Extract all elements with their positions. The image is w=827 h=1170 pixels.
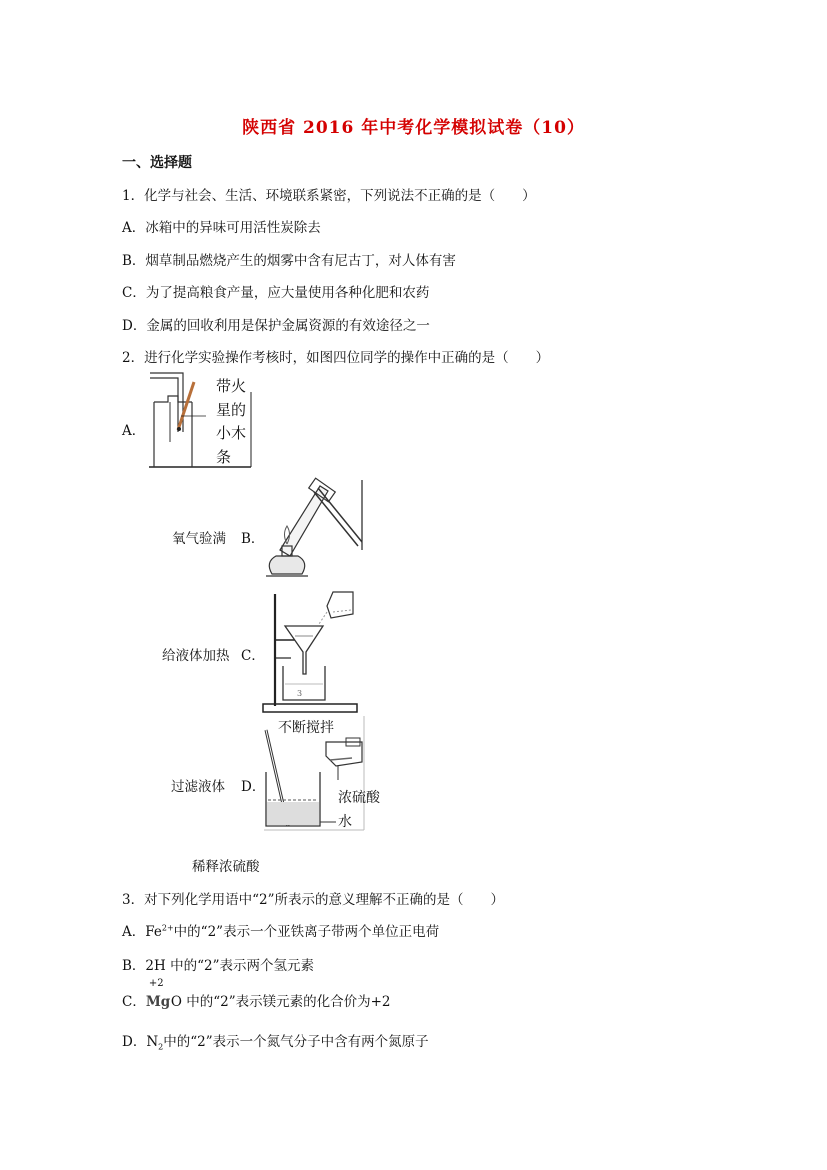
q3-option-a — [122, 920, 439, 940]
fig-d-label-stir: 不断搅拌 — [278, 720, 334, 736]
dilution-figure — [262, 716, 380, 832]
q3-d-text: 中的“2”表示一个氮气分子中含有两个氮原子 — [163, 1034, 429, 1050]
mgo-formula — [145, 978, 171, 1010]
q1-stem: 1．化学与社会、生活、环境联系紧密，下列说法不正确的是（ ） — [122, 188, 536, 204]
q3-stem: 3．对下列化学用语中“2”所表示的意义理解不正确的是（ ） — [122, 892, 504, 908]
q2-caption-a: 氧气验满 — [172, 531, 226, 547]
svg-text:3: 3 — [297, 689, 303, 698]
q3-d-prefix: D．N — [122, 1034, 159, 1050]
page-title: 陕西省 2016 年中考化学模拟试卷（10） — [242, 118, 585, 138]
q2-option-c-letter: C． — [241, 648, 265, 664]
q1-option-d: D．金属的回收利用是保护金属资源的有效途径之一 — [122, 318, 430, 334]
q1-option-c: C．为了提高粮食产量，应大量使用各种化肥和农药 — [122, 285, 430, 301]
q2-option-b-letter: B． — [241, 531, 265, 547]
fig-d-label-acid: 浓硫酸 — [338, 790, 380, 806]
q1-option-a: A．冰箱中的异味可用活性炭除去 — [122, 220, 321, 236]
mg-symbol: Mg — [145, 994, 171, 1010]
q1-option-b: B．烟草制品燃烧产生的烟雾中含有尼古丁，对人体有害 — [122, 253, 456, 269]
liquid-heating-figure — [262, 478, 364, 580]
q2-caption-c: 过滤液体 — [171, 779, 225, 795]
q3-a-text: 中的“2”表示一个亚铁离子带两个单位正电荷 — [173, 924, 440, 940]
q3-c-text: O 中的“2”表示镁元素的化合价为+2 — [170, 994, 391, 1010]
q2-option-d-letter: D． — [241, 779, 266, 795]
q3-a-charge: 2+ — [161, 923, 174, 933]
mg-valence: +2 — [148, 978, 164, 989]
fig-a-label-2: 星的 — [216, 401, 247, 419]
section-heading: 一、选择题 — [122, 155, 192, 171]
q2-option-a-letter: A． — [122, 423, 146, 439]
q3-option-b: B．2H 中的“2”表示两个氢元素 — [122, 958, 314, 974]
fig-a-label-4: 条 — [216, 448, 232, 466]
q2-caption-d: 稀释浓硫酸 — [192, 859, 260, 875]
fig-a-label-1: 带火 — [216, 377, 247, 395]
q2-caption-b: 给液体加热 — [162, 648, 230, 664]
fig-a-label-3: 小木 — [216, 424, 247, 442]
filtration-figure — [261, 588, 359, 714]
oxygen-test-figure — [148, 372, 252, 470]
q3-c-prefix: C． — [122, 994, 146, 1010]
q2-stem: 2．进行化学实验操作考核时，如图四位同学的操作中正确的是（ ） — [122, 350, 550, 366]
q3-option-c — [122, 978, 391, 1010]
q3-d-subscript: 2 — [158, 1042, 164, 1052]
q3-a-prefix: A．Fe — [122, 924, 162, 940]
fig-d-label-water: 水 — [338, 814, 352, 830]
q3-option-d — [122, 1030, 429, 1052]
